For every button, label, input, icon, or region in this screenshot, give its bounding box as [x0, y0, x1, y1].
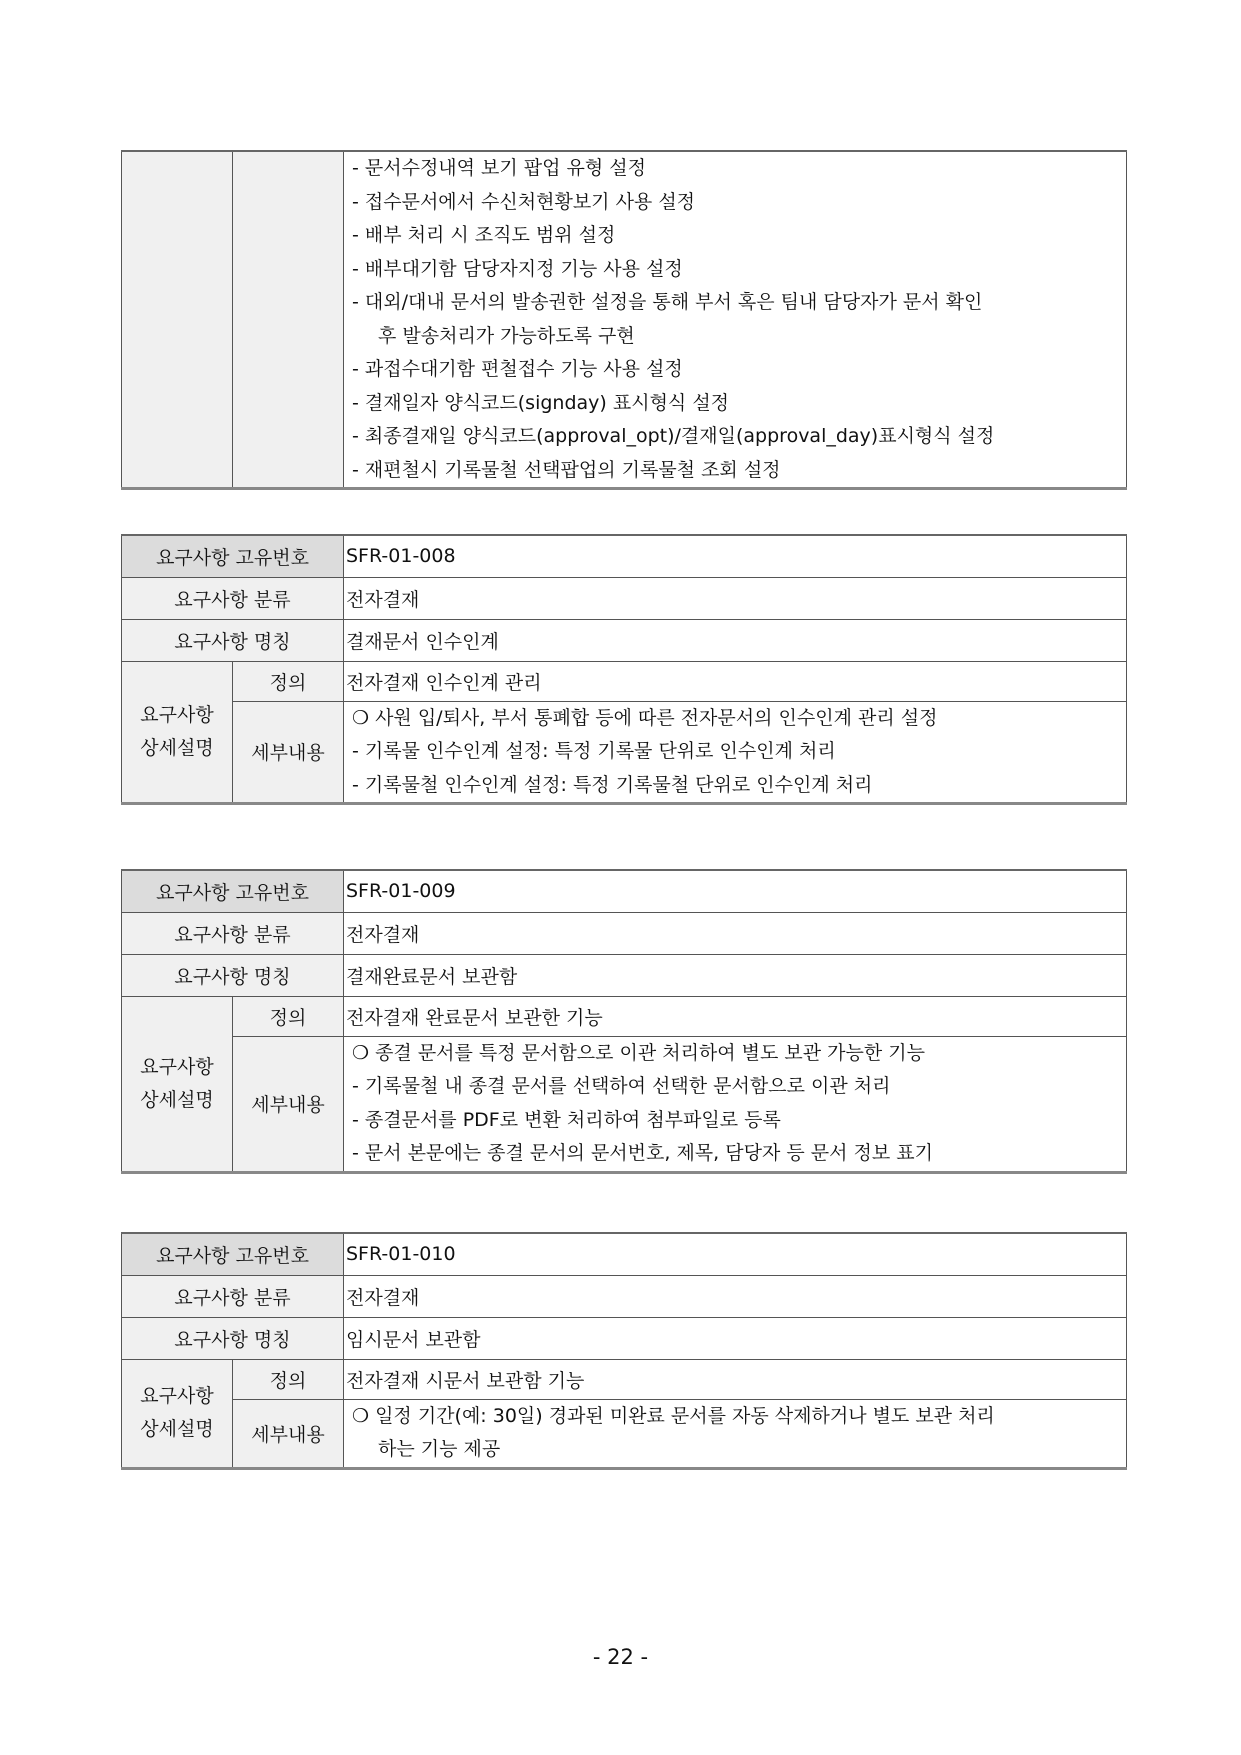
requirement-table [121, 1232, 1127, 1470]
content-line: ❍ 종결 문서를 특정 문서함으로 이관 처리하여 별도 보관 가능한 기능 [352, 1041, 925, 1064]
content-line: - 문서수정내역 보기 팝업 유형 설정 [352, 157, 647, 179]
detail-label-line: 상세설명 [140, 1088, 214, 1111]
requirement-table [121, 869, 1127, 1174]
content-line: - 대외/대내 문서의 발송권한 설정을 통해 부서 혹은 팀내 담당자가 문서 확인 [352, 291, 983, 313]
requirement-table [121, 534, 1127, 805]
requirement-category: 전자결재 [344, 1275, 1127, 1317]
content-line: ❍ 일정 기간(예: 30일) 경과된 미완료 문서를 자동 삭제하거나 별도 보관 처리 [352, 1404, 995, 1427]
name-label: 요구사항 명칭 [122, 1317, 344, 1359]
detail-label-line: 상세설명 [140, 1418, 214, 1440]
content-line: - 결재일자 양식코드(signday) 표시형식 설정 [352, 391, 730, 414]
definition-label: 정의 [233, 661, 344, 701]
requirement-definition: 전자결재 완료문서 보관한 기능 [344, 996, 1127, 1036]
detail-label-line: 상세설명 [140, 736, 214, 759]
requirement-id: SFR-01-009 [344, 870, 1127, 912]
category-label: 요구사항 분류 [122, 912, 344, 954]
definition-label: 정의 [233, 996, 344, 1036]
content-line: 후 발송처리가 가능하도록 구현 [378, 324, 635, 347]
content-line: - 기록물철 내 종결 문서를 선택하여 선택한 문서함으로 이관 처리 [352, 1075, 891, 1097]
detail-label [122, 661, 233, 804]
page-number: - 22 - [592, 1645, 649, 1669]
detail-label [122, 996, 233, 1172]
content-cell [344, 151, 1127, 489]
empty-label-cell [233, 151, 344, 489]
content-line: - 과접수대기함 편철접수 기능 사용 설정 [352, 358, 683, 380]
requirement-name: 임시문서 보관함 [344, 1317, 1127, 1359]
content-line: - 접수문서에서 수신처현황보기 사용 설정 [352, 190, 696, 213]
category-label: 요구사항 분류 [122, 577, 344, 619]
id-label: 요구사항 고유번호 [122, 870, 344, 912]
content-line: - 재편철시 기록물철 선택팝업의 기록물철 조회 설정 [352, 458, 781, 481]
name-label: 요구사항 명칭 [122, 619, 344, 661]
id-label: 요구사항 고유번호 [122, 1233, 344, 1275]
name-label: 요구사항 명칭 [122, 954, 344, 996]
requirement-definition: 전자결재 시문서 보관함 기능 [344, 1359, 1127, 1399]
id-label: 요구사항 고유번호 [122, 535, 344, 577]
requirement-category: 전자결재 [344, 577, 1127, 619]
content-label: 세부내용 [233, 1036, 344, 1172]
continuation-table [121, 150, 1127, 490]
content-line: - 종결문서를 PDF로 변환 처리하여 첨부파일로 등록 [352, 1108, 781, 1131]
empty-label-cell [122, 151, 233, 489]
content-line: - 기록물철 인수인계 설정: 특정 기록물철 단위로 인수인계 처리 [352, 773, 873, 796]
detail-label-line: 요구사항 [140, 1055, 214, 1078]
content-cell [344, 1036, 1127, 1172]
requirement-category: 전자결재 [344, 912, 1127, 954]
content-line: - 배부대기함 담당자지정 기능 사용 설정 [352, 257, 683, 280]
content-line: - 문서 본문에는 종결 문서의 문서번호, 제목, 담당자 등 문서 정보 표기 [352, 1142, 933, 1164]
content-line: - 기록물 인수인계 설정: 특정 기록물 단위로 인수인계 처리 [352, 740, 836, 762]
detail-label [122, 1359, 233, 1468]
requirement-name: 결재완료문서 보관함 [344, 954, 1127, 996]
content-cell [344, 1399, 1127, 1468]
detail-label-line: 요구사항 [140, 703, 214, 726]
content-label: 세부내용 [233, 701, 344, 804]
requirement-id: SFR-01-010 [344, 1233, 1127, 1275]
content-line: ❍ 사원 입/퇴사, 부서 통폐합 등에 따른 전자문서의 인수인계 관리 설정 [352, 706, 938, 729]
content-cell [344, 701, 1127, 804]
requirement-id: SFR-01-008 [344, 535, 1127, 577]
category-label: 요구사항 분류 [122, 1275, 344, 1317]
content-line: - 배부 처리 시 조직도 범위 설정 [352, 224, 616, 246]
content-line: - 최종결재일 양식코드(approval_opt)/결재일(approval_day)표시형식 설정 [352, 425, 995, 447]
requirement-name: 결재문서 인수인계 [344, 619, 1127, 661]
definition-label: 정의 [233, 1359, 344, 1399]
detail-label-line: 요구사항 [140, 1385, 214, 1407]
content-label: 세부내용 [233, 1399, 344, 1468]
content-line: 하는 기능 제공 [378, 1438, 501, 1460]
requirement-definition: 전자결재 인수인계 관리 [344, 661, 1127, 701]
